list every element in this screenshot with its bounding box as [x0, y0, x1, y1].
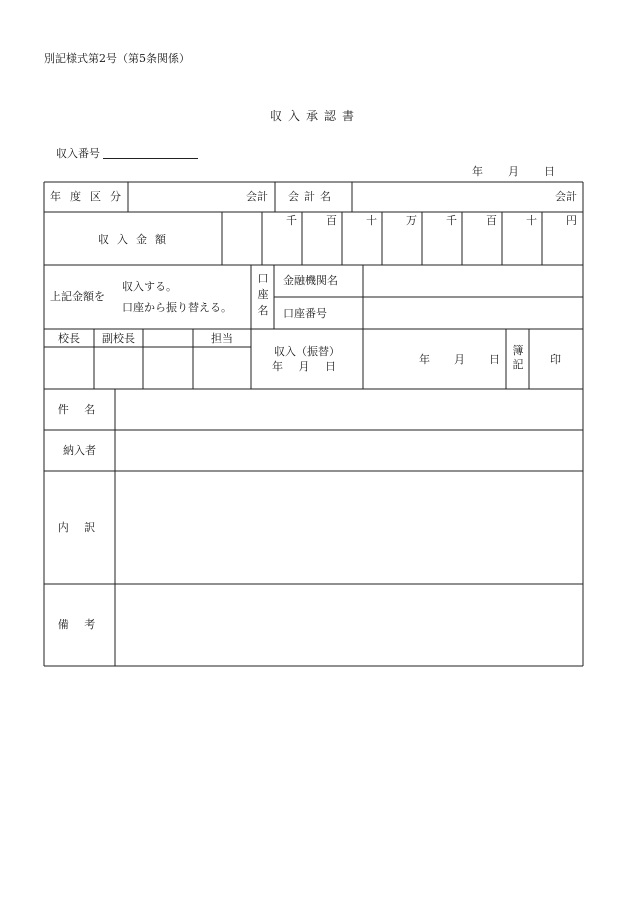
approval-day-label: 日 [489, 353, 500, 366]
transfer-option-receive[interactable]: 収入する。 [122, 280, 177, 293]
account-number-label: 口座番号 [283, 307, 327, 320]
amount-digit-thousand-million-label: 千 [286, 214, 297, 227]
principal-label: 校長 [58, 332, 80, 345]
transfer-option-account[interactable]: 口座から振り替える。 [122, 301, 232, 314]
bank-name-label: 金融機関名 [283, 274, 338, 287]
accounting-suffix-label: 会計 [246, 190, 268, 203]
amount-label: 収入金額 [98, 233, 174, 246]
year-category-field[interactable] [130, 184, 240, 210]
account-number-field[interactable] [366, 299, 580, 327]
remarks-field[interactable] [117, 586, 581, 664]
amount-digit-ten-thousand-field[interactable] [384, 230, 420, 262]
amount-digit-ten-million-field[interactable] [344, 230, 380, 262]
receipt-transfer-label: 収入（振替） [274, 345, 340, 358]
approval-month-label: 月 [454, 353, 465, 366]
amount-digit-hundred-field[interactable] [464, 230, 500, 262]
payer-field[interactable] [117, 432, 581, 469]
document-title: 収入承認書 [269, 109, 360, 123]
in-charge-seal-box[interactable] [195, 349, 249, 387]
amount-digit-yen-label: 円 [566, 214, 577, 227]
accounting-name-field[interactable] [355, 184, 545, 210]
approval-blank-seal-box[interactable] [145, 349, 191, 387]
amount-digit-thousand-field[interactable] [424, 230, 460, 262]
amount-digit-hundred-million-label: 百 [326, 214, 337, 227]
principal-seal-box[interactable] [46, 349, 92, 387]
amount-digit-thousand-label: 千 [446, 214, 457, 227]
breakdown-field[interactable] [117, 473, 581, 582]
amount-digit-ten-field[interactable] [504, 230, 540, 262]
receipt-number-label: 収入番号 [56, 147, 100, 160]
amount-digit-hundred-million-field[interactable] [304, 230, 340, 262]
amount-digit-blank-field[interactable] [224, 214, 260, 263]
amount-digit-ten-million-label: 十 [366, 214, 377, 227]
vice-principal-label: 副校長 [102, 332, 135, 345]
subject-label: 件 名 [57, 403, 102, 416]
accounting-suffix2-label: 会計 [555, 190, 577, 203]
bank-name-field[interactable] [366, 267, 580, 295]
amount-digit-thousand-million-field[interactable] [264, 230, 300, 262]
ledger-vertical-label: 簿 記 [512, 344, 524, 371]
amount-digit-hundred-label: 百 [486, 214, 497, 227]
date-year-label: 年 [472, 165, 483, 178]
amount-digit-ten-label: 十 [526, 214, 537, 227]
payer-label: 納入者 [63, 444, 96, 457]
breakdown-label: 内 訳 [57, 521, 102, 534]
approval-year-label: 年 [419, 353, 430, 366]
year-category-label: 年度区分 [50, 190, 130, 203]
transfer-prefix-label: 上記金額を [50, 290, 105, 303]
date-month-label: 月 [508, 165, 519, 178]
amount-digit-ten-thousand-label: 万 [406, 214, 417, 227]
subject-field[interactable] [117, 391, 581, 428]
accounting-name-label: 会計名 [288, 190, 336, 203]
account-name-vertical-label: 口 座 名 [257, 272, 269, 317]
date-day-label: 日 [544, 165, 555, 178]
seal-label: 印 [550, 353, 561, 366]
remarks-label: 備 考 [57, 618, 102, 631]
amount-digit-yen-field[interactable] [544, 230, 580, 262]
receipt-transfer-date-label: 年 月 日 [272, 360, 342, 373]
vice-principal-seal-box[interactable] [96, 349, 141, 387]
form-number-label: 別記様式第2号（第5条関係） [44, 52, 190, 65]
in-charge-label: 担当 [211, 332, 233, 345]
